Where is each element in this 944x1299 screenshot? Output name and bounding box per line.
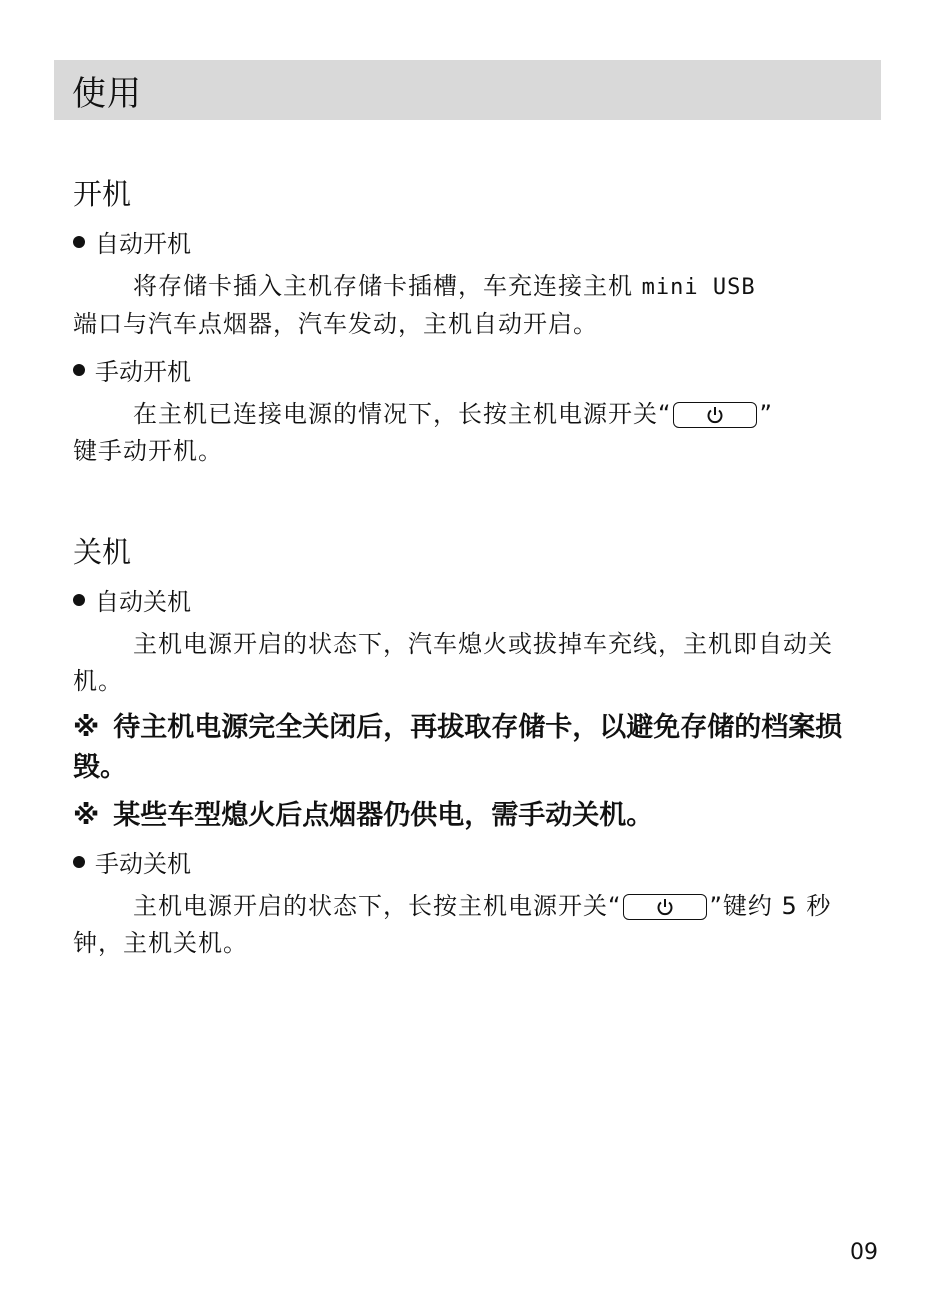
manual-power-off-text-a: 主机电源开启的状态下，长按主机电源开关“ xyxy=(133,892,622,920)
note-cigarette-lighter-text: 某些车型熄火后点烟器仍供电，需手动关机。 xyxy=(113,800,654,831)
manual-power-on-text-c: 键手动开机。 xyxy=(73,437,223,465)
auto-power-on-text-b: 端口与汽车点烟器，汽车发动，主机自动开启。 xyxy=(73,310,598,338)
bullet-icon xyxy=(73,856,85,868)
auto-power-on-label: 自动开机 xyxy=(95,230,191,258)
power-key-icon xyxy=(673,402,757,428)
bullet-icon xyxy=(73,594,85,606)
note-storage-card-text: 待主机电源完全关闭后，再拔取存储卡，以避免存储的档案损毁。 xyxy=(73,712,843,783)
manual-power-on-text-b: ” xyxy=(759,400,773,428)
auto-power-on-text xyxy=(73,268,873,343)
power-on-title: 开机 xyxy=(73,177,132,211)
auto-power-on-heading xyxy=(73,224,191,259)
auto-power-off-label: 自动关机 xyxy=(95,588,191,616)
page-title: 使用 xyxy=(72,73,142,114)
manual-power-on-label: 手动开机 xyxy=(95,358,191,386)
power-off-title: 关机 xyxy=(73,535,132,569)
section-banner xyxy=(54,60,881,120)
note-storage-card xyxy=(73,708,873,788)
note-mark: ※ xyxy=(73,800,100,831)
bullet-icon xyxy=(73,236,85,248)
auto-power-off-text: 主机电源开启的状态下，汽车熄火或拔掉车充线，主机即自动关机。 xyxy=(73,630,833,695)
power-key-icon xyxy=(623,894,707,920)
manual-power-on-text-a: 在主机已连接电源的情况下，长按主机电源开关“ xyxy=(133,400,672,428)
manual-power-off-heading xyxy=(73,844,191,879)
note-cigarette-lighter xyxy=(73,796,873,836)
note-mark: ※ xyxy=(73,712,100,743)
manual-power-off-text-b: ”键约 5 秒钟，主机关机。 xyxy=(73,892,832,957)
auto-power-on-text-a: 将存储卡插入主机存储卡插槽，车充连接主机 xyxy=(133,272,642,300)
manual-power-on-text xyxy=(73,396,873,470)
bullet-icon xyxy=(73,364,85,376)
manual-power-on-heading xyxy=(73,352,191,387)
auto-power-off-heading xyxy=(73,582,191,617)
mini-usb-label: mini USB xyxy=(641,275,756,300)
manual-power-off-label: 手动关机 xyxy=(95,850,191,878)
manual-power-off-text xyxy=(73,888,873,962)
page-number: 09 xyxy=(850,1240,878,1265)
